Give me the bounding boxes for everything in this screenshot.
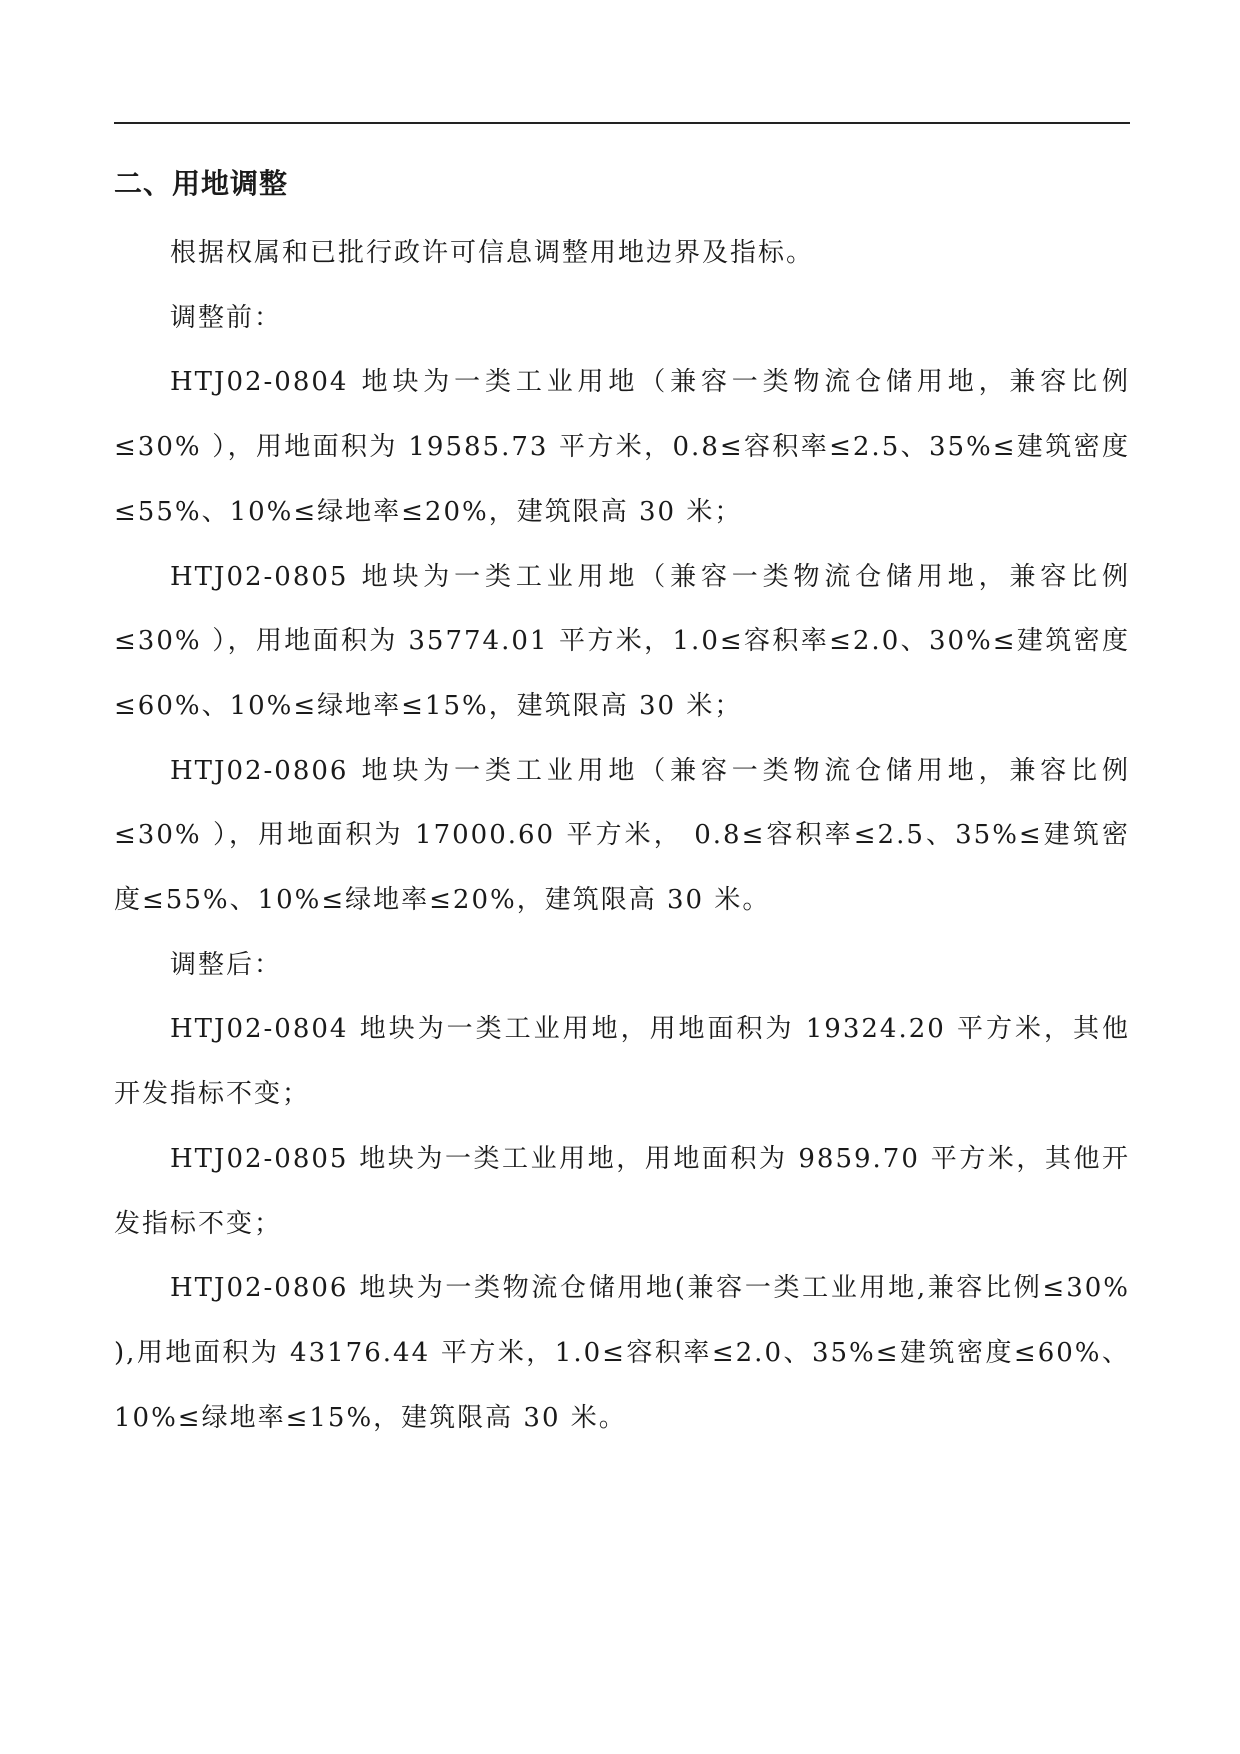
before-parcel-0804: HTJ02-0804 地块为一类工业用地（兼容一类物流仓储用地，兼容比例≤30% ），用地面积为 19585.73 平方米，0.8≤容积率≤2.5、35%≤建筑密度≤55%、10%≤绿地率≤20%，建筑限高 30 米；: [114, 367, 1130, 527]
after-parcel-0804: HTJ02-0804 地块为一类工业用地，用地面积为 19324.20 平方米，其他开发指标不变；: [114, 1014, 1130, 1110]
document-body: [114, 221, 1130, 1450]
header-divider: [114, 122, 1130, 124]
section-heading: 二、用地调整: [114, 167, 289, 200]
before-parcel-0805: HTJ02-0805 地块为一类工业用地（兼容一类物流仓储用地，兼容比例≤30% ），用地面积为 35774.01 平方米，1.0≤容积率≤2.0、30%≤建筑密度≤60%、10%≤绿地率≤15%，建筑限高 30 米；: [114, 561, 1130, 721]
after-parcel-0805: HTJ02-0805 地块为一类工业用地，用地面积为 9859.70 平方米，其他开发指标不变；: [114, 1143, 1130, 1239]
intro-paragraph: 根据权属和已批行政许可信息调整用地边界及指标。: [170, 238, 815, 268]
after-parcel-0806: HTJ02-0806 地块为一类物流仓储用地(兼容一类工业用地,兼容比例≤30% ),用地面积为 43176.44 平方米，1.0≤容积率≤2.0、35%≤建筑密度≤60%、10%≤绿地率≤15%，建筑限高 30 米。: [114, 1273, 1130, 1433]
before-parcel-0806: HTJ02-0806 地块为一类工业用地（兼容一类物流仓储用地，兼容比例≤30% ），用地面积为 17000.60 平方米， 0.8≤容积率≤2.5、35%≤建筑密度≤55%、10%≤绿地率≤20%，建筑限高 30 米。: [114, 755, 1130, 916]
before-label: 调整前：: [170, 302, 283, 333]
after-label: 调整后：: [170, 949, 283, 980]
